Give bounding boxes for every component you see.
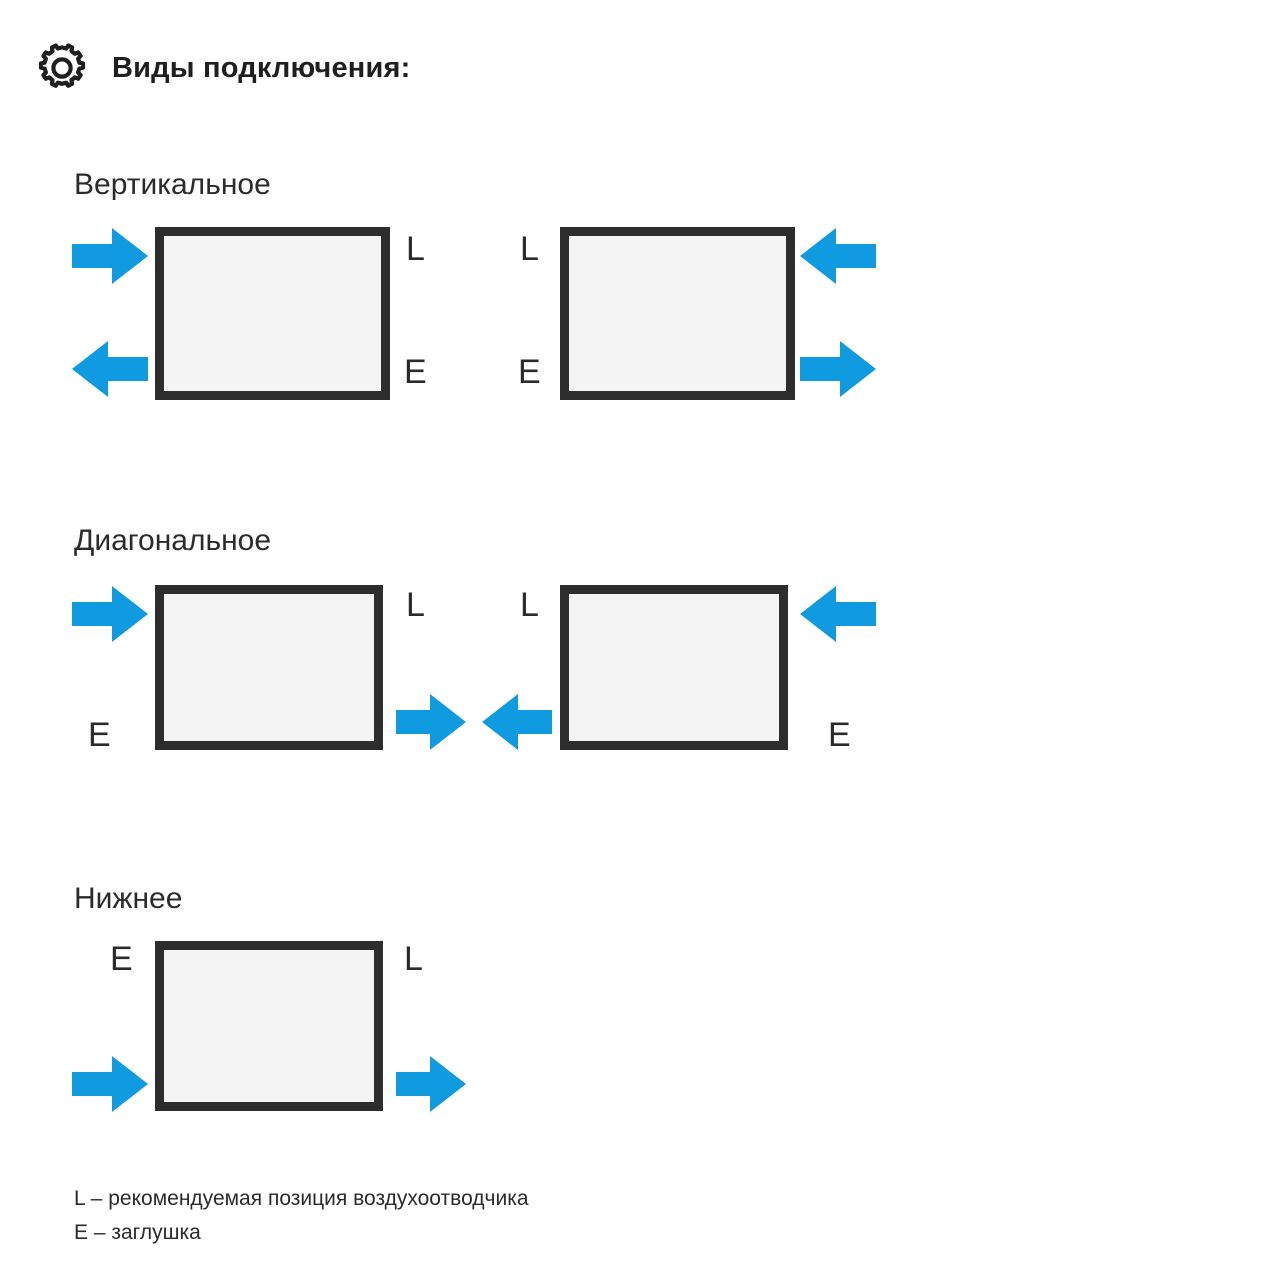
page-title: Виды подключения:	[112, 51, 411, 84]
port-label-vertical-left-bottom: E	[404, 353, 427, 391]
section-title-diagonal: Диагональное	[74, 524, 272, 557]
port-label-diagonal-left-bottom: E	[88, 716, 111, 754]
port-label-vertical-right-top: L	[520, 230, 539, 268]
outlet-arrow-bottom-left	[72, 341, 148, 402]
outlet-arrow-diagonal-right-bottom	[482, 694, 552, 755]
legend-line-e: E – заглушка	[74, 1221, 201, 1244]
radiator-bottom	[155, 941, 383, 1111]
port-label-diagonal-right-top: L	[520, 586, 539, 624]
radiator-diagonal-left	[155, 585, 383, 750]
section-title-bottom: Нижнее	[74, 882, 183, 915]
inlet-arrow-bottom-left	[72, 1056, 148, 1117]
outlet-arrow-diagonal-left-bottom	[396, 694, 466, 755]
legend	[74, 1182, 529, 1250]
legend-line-l: L – рекомендуемая позиция воздухоотводчика	[74, 1187, 529, 1210]
port-label-vertical-left-top: L	[406, 230, 425, 268]
gear-icon	[36, 42, 88, 94]
port-label-diagonal-right-bottom: E	[828, 716, 851, 754]
port-label-diagonal-left-top: L	[406, 586, 425, 624]
outlet-arrow-bottom-right	[800, 341, 876, 402]
radiator-vertical-left	[155, 227, 390, 400]
radiator-diagonal-right	[560, 585, 788, 750]
port-label-bottom-right: L	[404, 940, 423, 978]
port-label-vertical-right-bottom: E	[518, 353, 541, 391]
outlet-arrow-bottom-right	[396, 1056, 466, 1117]
inlet-arrow-top-left	[72, 228, 148, 289]
port-label-bottom-left: E	[110, 940, 133, 978]
inlet-arrow-diagonal-left-top	[72, 586, 148, 647]
page-header	[36, 42, 411, 94]
inlet-arrow-diagonal-right-top	[800, 586, 876, 647]
radiator-vertical-right	[560, 227, 795, 400]
section-title-vertical: Вертикальное	[74, 168, 271, 201]
inlet-arrow-top-right	[800, 228, 876, 289]
